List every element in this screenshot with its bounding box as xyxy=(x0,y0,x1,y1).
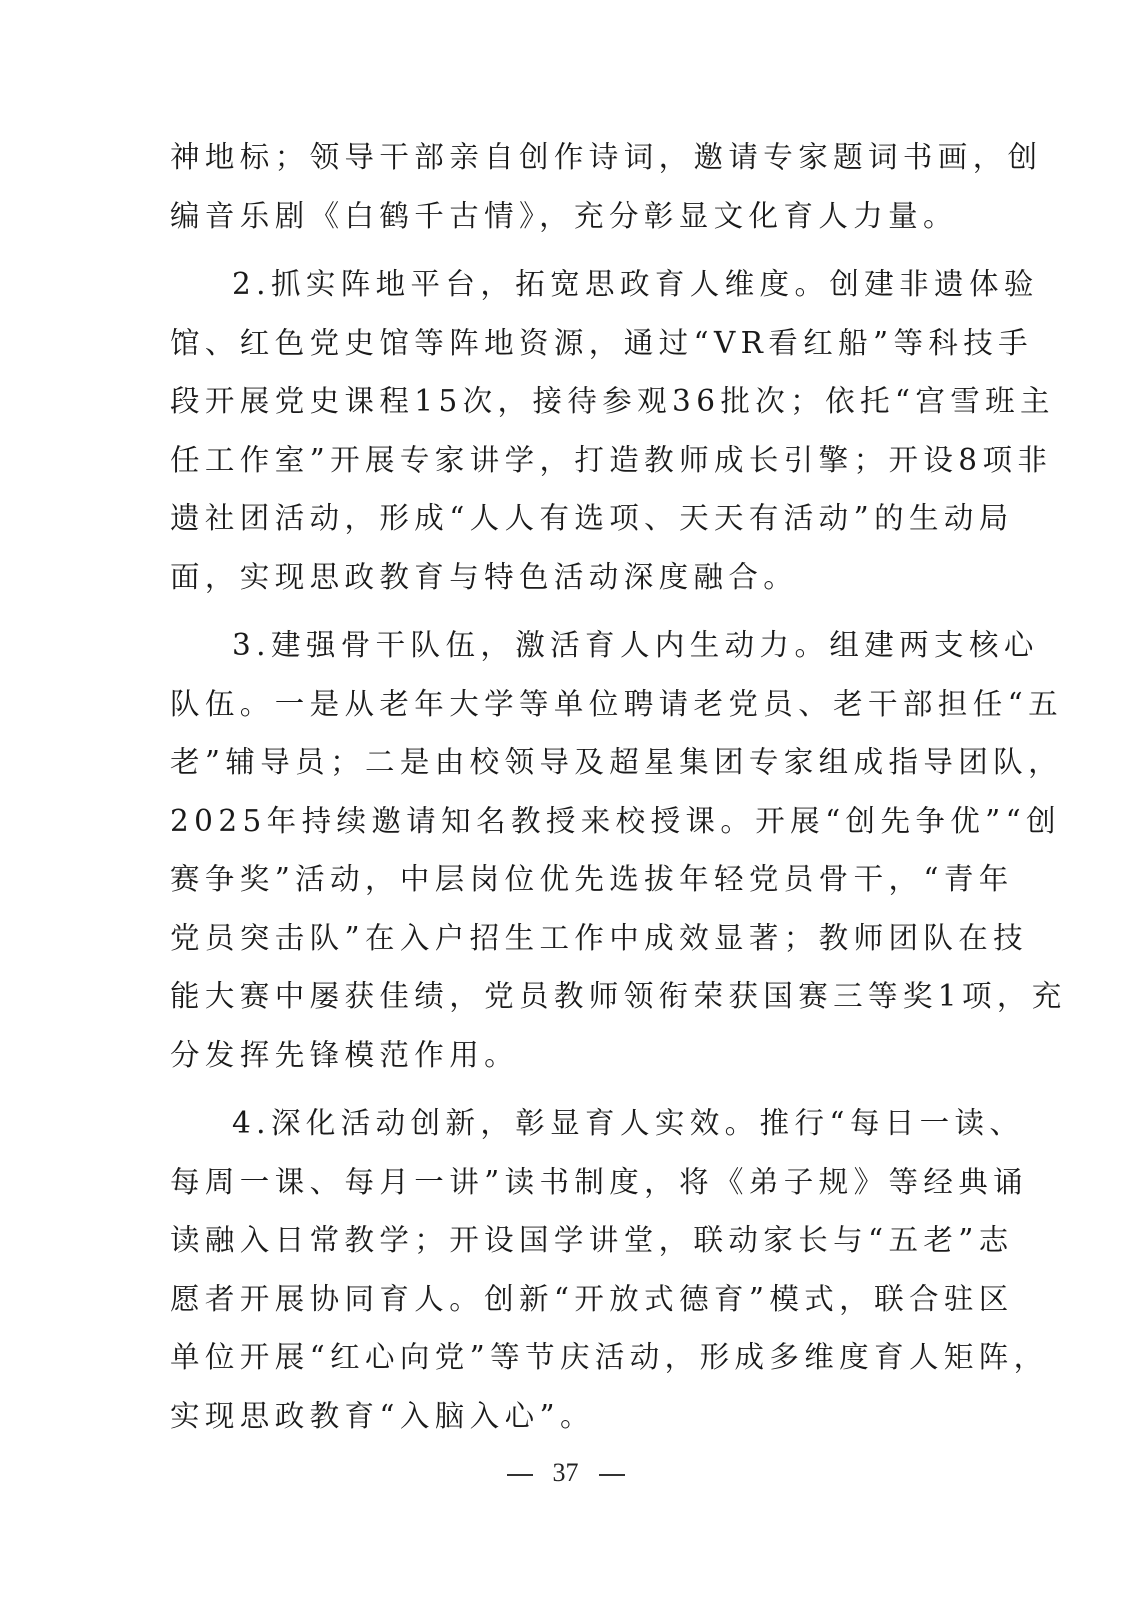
text-line: 单位开展“红心向党”等节庆活动，形成多维度育人矩阵， xyxy=(170,1340,1049,1374)
text-line: 2.抓实阵地平台，拓宽思政育人维度。创建非遗体验 xyxy=(232,267,1039,301)
page-number: 37 xyxy=(552,1458,579,1487)
text-line: 赛争奖”活动，中层岗位优先选拔年轻党员骨干，“青年 xyxy=(170,862,1014,896)
text-line: 4.深化活动创新，彰显育人实效。推行“每日一读、 xyxy=(232,1106,1025,1140)
dash-left xyxy=(507,1474,533,1476)
text-line: 任工作室”开展专家讲学，打造教师成长引擎；开设8项非 xyxy=(170,442,1053,477)
text-line: 老”辅导员；二是由校领导及超星集团专家组成指导团队， xyxy=(170,745,1063,779)
text-line: 2025年持续邀请知名教授来校授课。开展“创先争优”“创 xyxy=(170,803,1062,838)
text-line: 实现思政教育“入脑入心”。 xyxy=(170,1398,595,1433)
paragraph-2 xyxy=(170,255,1055,606)
body-text xyxy=(170,128,1067,1445)
text-line: 3.建强骨干队伍，激活育人内生动力。组建两支核心 xyxy=(232,628,1039,662)
text-line: 党员突击队”在入户招生工作中成效显著；教师团队在技 xyxy=(170,920,1029,955)
text-line: 馆、红色党史馆等阵地资源，通过“VR看红船”等科技手 xyxy=(170,325,1034,360)
text-line: 队伍。一是从老年大学等单位聘请老党员、老干部担任“五 xyxy=(170,686,1063,721)
text-line: 编音乐剧《白鹤千古情》，充分彰显文化育人力量。 xyxy=(170,198,958,233)
text-line: 遗社团活动，形成“人人有选项、天天有活动”的生动局 xyxy=(170,501,1014,535)
dash-right xyxy=(599,1474,625,1476)
text-line: 能大赛中屡获佳绩，党员教师领衔荣获国赛三等奖1项，充 xyxy=(170,979,1067,1013)
page-footer xyxy=(0,1458,1131,1488)
text-line: 段开展党史课程15次，接待参观36批次；依托“宫雪班主 xyxy=(170,384,1055,418)
text-line: 神地标；领导干部亲自创作诗词，邀请专家题词书画，创 xyxy=(170,140,1043,174)
text-line: 面，实现思政教育与特色活动深度融合。 xyxy=(170,559,799,594)
text-line: 愿者开展协同育人。创新“开放式德育”模式，联合驻区 xyxy=(170,1281,1014,1316)
paragraph-4 xyxy=(170,1094,1049,1445)
paragraph-1 xyxy=(170,128,1043,245)
text-line: 每周一课、每月一讲”读书制度，将《弟子规》等经典诵 xyxy=(170,1164,1029,1199)
paragraph-3 xyxy=(170,616,1067,1084)
text-line: 分发挥先锋模范作用。 xyxy=(170,1037,520,1072)
text-line: 读融入日常教学；开设国学讲堂，联动家长与“五老”志 xyxy=(170,1223,1014,1257)
